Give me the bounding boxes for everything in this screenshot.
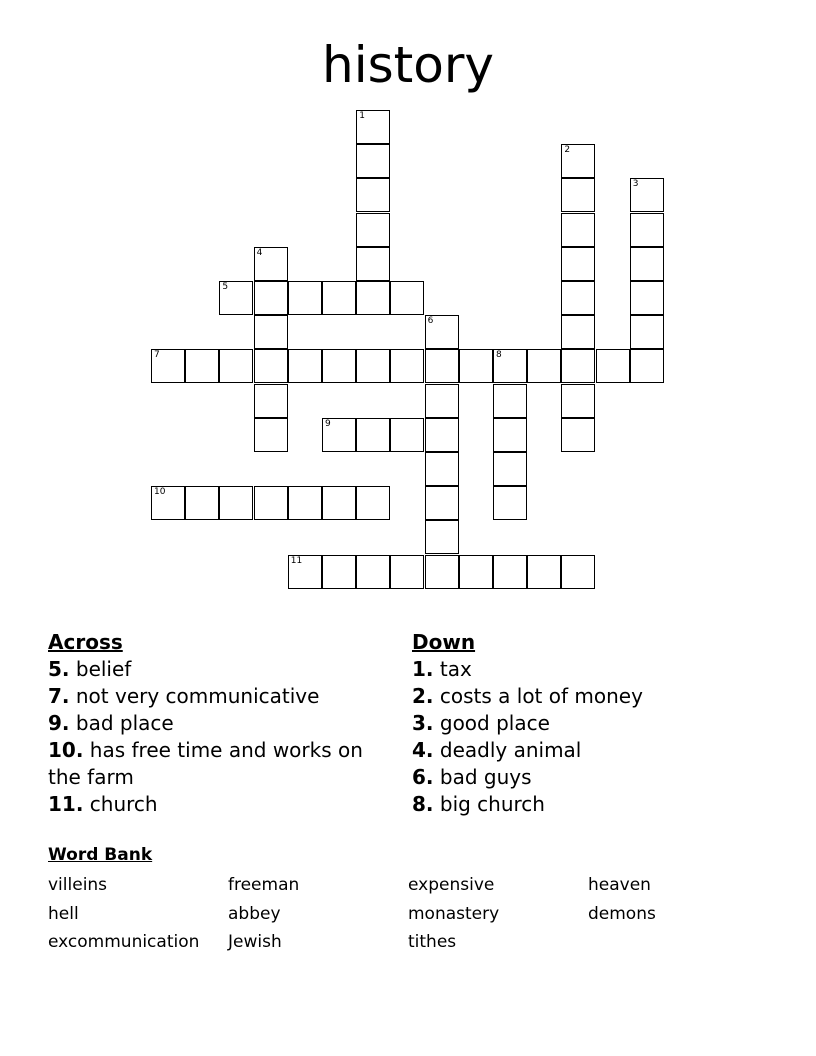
grid-cell[interactable] <box>425 315 459 349</box>
grid-cell[interactable] <box>356 486 390 520</box>
grid-cell[interactable] <box>356 178 390 212</box>
word-bank-item: hell <box>48 903 79 924</box>
grid-cell[interactable] <box>322 418 356 452</box>
clue-number: 7. <box>48 684 70 708</box>
cell-number: 9 <box>325 418 331 429</box>
clue-text: bad place <box>69 711 174 735</box>
grid-cell[interactable] <box>561 555 595 589</box>
cell-number: 1 <box>359 111 365 121</box>
clue-number: 5. <box>48 657 70 681</box>
grid-cell[interactable] <box>630 178 664 212</box>
grid-cell[interactable] <box>425 349 459 383</box>
across-clue <box>48 791 388 818</box>
grid-cell[interactable] <box>630 315 664 349</box>
cell-number: 10 <box>154 487 166 498</box>
grid-cell[interactable] <box>425 384 459 418</box>
grid-cell[interactable] <box>425 520 459 554</box>
grid-cell[interactable] <box>219 349 253 383</box>
grid-cell[interactable] <box>322 555 356 589</box>
clue-number: 9. <box>48 711 70 735</box>
grid-cell[interactable] <box>254 418 288 452</box>
across-clues <box>48 628 388 818</box>
grid-cell[interactable] <box>459 349 493 383</box>
grid-cell[interactable] <box>254 247 288 281</box>
clue-text: good place <box>433 711 550 735</box>
grid-cell[interactable] <box>561 281 595 315</box>
grid-cell[interactable] <box>561 418 595 452</box>
grid-cell[interactable] <box>630 349 664 383</box>
grid-cell[interactable] <box>254 281 288 315</box>
clue-number: 8. <box>412 792 434 816</box>
grid-cell[interactable] <box>322 486 356 520</box>
word-bank-item: demons <box>588 903 656 924</box>
grid-cell[interactable] <box>596 349 630 383</box>
across-clue <box>48 737 388 791</box>
grid-cell[interactable] <box>356 110 390 144</box>
across-clue <box>48 656 388 683</box>
clue-number: 3. <box>412 711 434 735</box>
grid-cell[interactable] <box>561 315 595 349</box>
word-bank-item: freeman <box>228 875 300 895</box>
grid-cell[interactable] <box>185 486 219 520</box>
clue-text: has free time and works on the farm <box>48 738 363 789</box>
down-clue <box>412 764 752 791</box>
word-bank-item: excommunication <box>48 932 200 952</box>
word-bank-heading: Word Bank <box>48 845 153 865</box>
grid-cell[interactable] <box>630 247 664 281</box>
clue-text: not very communicative <box>69 684 320 708</box>
grid-cell[interactable] <box>390 555 424 589</box>
grid-cell[interactable] <box>254 315 288 349</box>
cell-number: 8 <box>496 350 502 361</box>
clue-text: belief <box>69 657 132 681</box>
grid-cell[interactable] <box>493 486 527 520</box>
grid-cell[interactable] <box>561 384 595 418</box>
clue-number: 11. <box>48 792 84 816</box>
grid-cell[interactable] <box>254 349 288 383</box>
grid-cell[interactable] <box>561 349 595 383</box>
down-clue-list <box>412 656 752 818</box>
grid-cell[interactable] <box>493 418 527 452</box>
clue-number: 2. <box>412 684 434 708</box>
grid-cell[interactable] <box>459 555 493 589</box>
clue-text: costs a lot of money <box>433 684 643 708</box>
across-clue-list <box>48 656 388 818</box>
grid-cell[interactable] <box>356 144 390 178</box>
grid-cell[interactable] <box>390 418 424 452</box>
word-bank-item: Jewish <box>228 932 282 952</box>
clue-number: 10. <box>48 738 84 762</box>
across-heading: Across <box>48 630 123 654</box>
grid-cell[interactable] <box>219 486 253 520</box>
clue-number: 1. <box>412 657 434 681</box>
clue-text: church <box>83 792 158 816</box>
grid-cell[interactable] <box>561 144 595 178</box>
clue-text: deadly animal <box>433 738 582 762</box>
grid-cell[interactable] <box>322 349 356 383</box>
grid-cell[interactable] <box>219 281 253 315</box>
clue-text: bad guys <box>433 765 532 789</box>
across-clue <box>48 683 388 710</box>
grid-cell[interactable] <box>527 349 561 383</box>
down-clues <box>412 628 752 818</box>
grid-cell[interactable] <box>254 486 288 520</box>
word-bank <box>48 843 768 957</box>
down-clue <box>412 737 752 764</box>
word-bank-item: monastery <box>408 903 500 924</box>
word-bank-item: tithes <box>408 932 457 952</box>
down-clue <box>412 791 752 818</box>
word-bank-list <box>48 871 768 957</box>
grid-cell[interactable] <box>425 418 459 452</box>
down-clue <box>412 683 752 710</box>
grid-cell[interactable] <box>151 349 185 383</box>
cell-number: 2 <box>564 145 571 156</box>
grid-cell[interactable] <box>390 349 424 383</box>
grid-cell[interactable] <box>356 418 390 452</box>
grid-cell[interactable] <box>527 555 561 589</box>
grid-cell[interactable] <box>561 178 595 212</box>
down-clue <box>412 710 752 737</box>
grid-cell[interactable] <box>185 349 219 383</box>
clue-number: 4. <box>412 738 434 762</box>
grid-cell[interactable] <box>254 384 288 418</box>
word-bank-item: abbey <box>228 903 281 924</box>
grid-cell[interactable] <box>356 281 390 315</box>
cell-number: 7 <box>154 350 160 361</box>
grid-cell[interactable] <box>493 452 527 486</box>
word-bank-item: heaven <box>588 875 651 895</box>
grid-cell[interactable] <box>425 486 459 520</box>
grid-cell[interactable] <box>322 281 356 315</box>
grid-cell[interactable] <box>288 486 322 520</box>
grid-cell[interactable] <box>493 555 527 589</box>
grid-cell[interactable] <box>356 555 390 589</box>
grid-cell[interactable] <box>151 486 185 520</box>
grid-cell[interactable] <box>561 247 595 281</box>
grid-cell[interactable] <box>493 349 527 383</box>
grid-cell[interactable] <box>288 349 322 383</box>
grid-cell[interactable] <box>630 281 664 315</box>
clue-text: tax <box>433 657 472 681</box>
grid-cell[interactable] <box>425 452 459 486</box>
word-bank-item: expensive <box>408 875 495 895</box>
cell-number: 6 <box>427 316 434 327</box>
grid-cell[interactable] <box>356 213 390 247</box>
across-clue <box>48 710 388 737</box>
grid-cell[interactable] <box>356 247 390 281</box>
word-bank-item: villeins <box>48 875 108 895</box>
clue-number: 6. <box>412 765 434 789</box>
grid-cell[interactable] <box>356 349 390 383</box>
grid-cell[interactable] <box>288 281 322 315</box>
cell-number: 3 <box>632 179 639 190</box>
grid-cell[interactable] <box>561 213 595 247</box>
grid-cell[interactable] <box>288 555 322 589</box>
clue-text: big church <box>433 792 545 816</box>
cell-number: 4 <box>256 247 263 258</box>
page-title: history <box>322 36 494 94</box>
cell-number: 5 <box>222 282 229 292</box>
cell-number: 11 <box>290 555 303 566</box>
down-clue <box>412 656 752 683</box>
grid-cell[interactable] <box>425 555 459 589</box>
grid-cell[interactable] <box>493 384 527 418</box>
grid-cell[interactable] <box>630 213 664 247</box>
down-heading: Down <box>412 630 476 654</box>
grid-cell[interactable] <box>390 281 424 315</box>
